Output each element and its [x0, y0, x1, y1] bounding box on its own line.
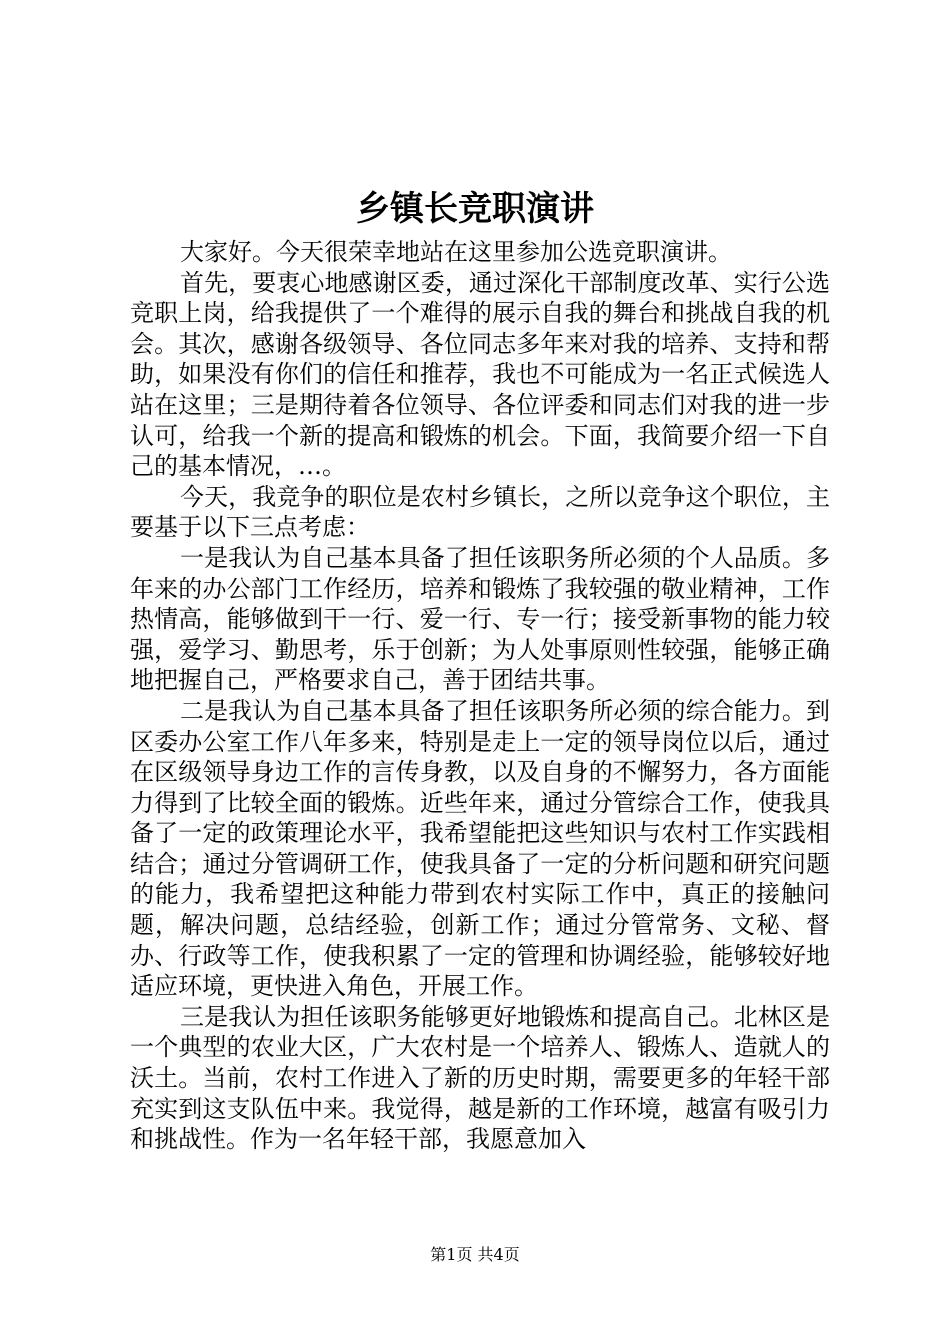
paragraph-position: 今天，我竞争的职位是农村乡镇长，之所以竞争这个职位，主要基于以下三点考虑： — [130, 482, 830, 542]
paragraph-thanks: 首先，要衷心地感谢区委，通过深化干部制度改革、实行公选竞职上岗，给我提供了一个难得的展示自我的舞台和挑战自我的机会。其次，感谢各级领导、各位同志多年来对我的培养、支持和帮助，如果没有你们的信任和推荐，我也不可能成为一名正式候选人站在这里；三是期待着各位领导、各位评委和同志们对我的进一步认可，给我一个新的提高和锻炼的机会。下面，我简要介绍一下自己的基本情况，…。 — [130, 268, 830, 481]
document-title: 乡镇长竞职演讲 — [356, 189, 594, 229]
paragraph-point-one: 一是我认为自己基本具备了担任该职务所必须的个人品质。多年来的办公部门工作经历，培养和锻炼了我较强的敬业精神，工作热情高，能够做到干一行、爱一行、专一行；接受新事物的能力较强，爱学习、勤思考，乐于创新；为人处事原则性较强，能够正确地把握自己，严格要求自己，善于团结共事。 — [130, 543, 830, 695]
page-number-footer: 第1页 共4页 — [430, 1245, 520, 1264]
paragraph-point-two: 二是我认为自己基本具备了担任该职务所必须的综合能力。到区委办公室工作八年多来，特别是走上一定的领导岗位以后，通过在区级领导身边工作的言传身教，以及自身的不懈努力，各方面能力得到了比较全面的锻炼。近些年来，通过分管综合工作，使我具备了一定的政策理论水平，我希望能把这些知识与农村工作实践相结合；通过分管调研工作，使我具备了一定的分析问题和研究问题的能力，我希望把这种能力带到农村实际工作中，真正的接触问题，解决问题，总结经验，创新工作；通过分管常务、文秘、督办、行政等工作，使我积累了一定的管理和协调经验，能够较好地适应环境，更快进入角色，开展工作。 — [130, 696, 830, 1001]
paragraph-point-three: 三是我认为担任该职务能够更好地锻炼和提高自己。北林区是一个典型的农业大区，广大农村是一个培养人、锻炼人、造就人的沃土。当前，农村工作进入了新的历史时期，需要更多的年轻干部充实到这支队伍中来。我觉得，越是新的工作环境，越富有吸引力和挑战性。作为一名年轻干部，我愿意加入 — [130, 1002, 830, 1154]
paragraph-greeting: 大家好。今天很荣幸地站在这里参加公选竞职演讲。 — [180, 238, 732, 266]
document-body — [130, 237, 830, 1155]
